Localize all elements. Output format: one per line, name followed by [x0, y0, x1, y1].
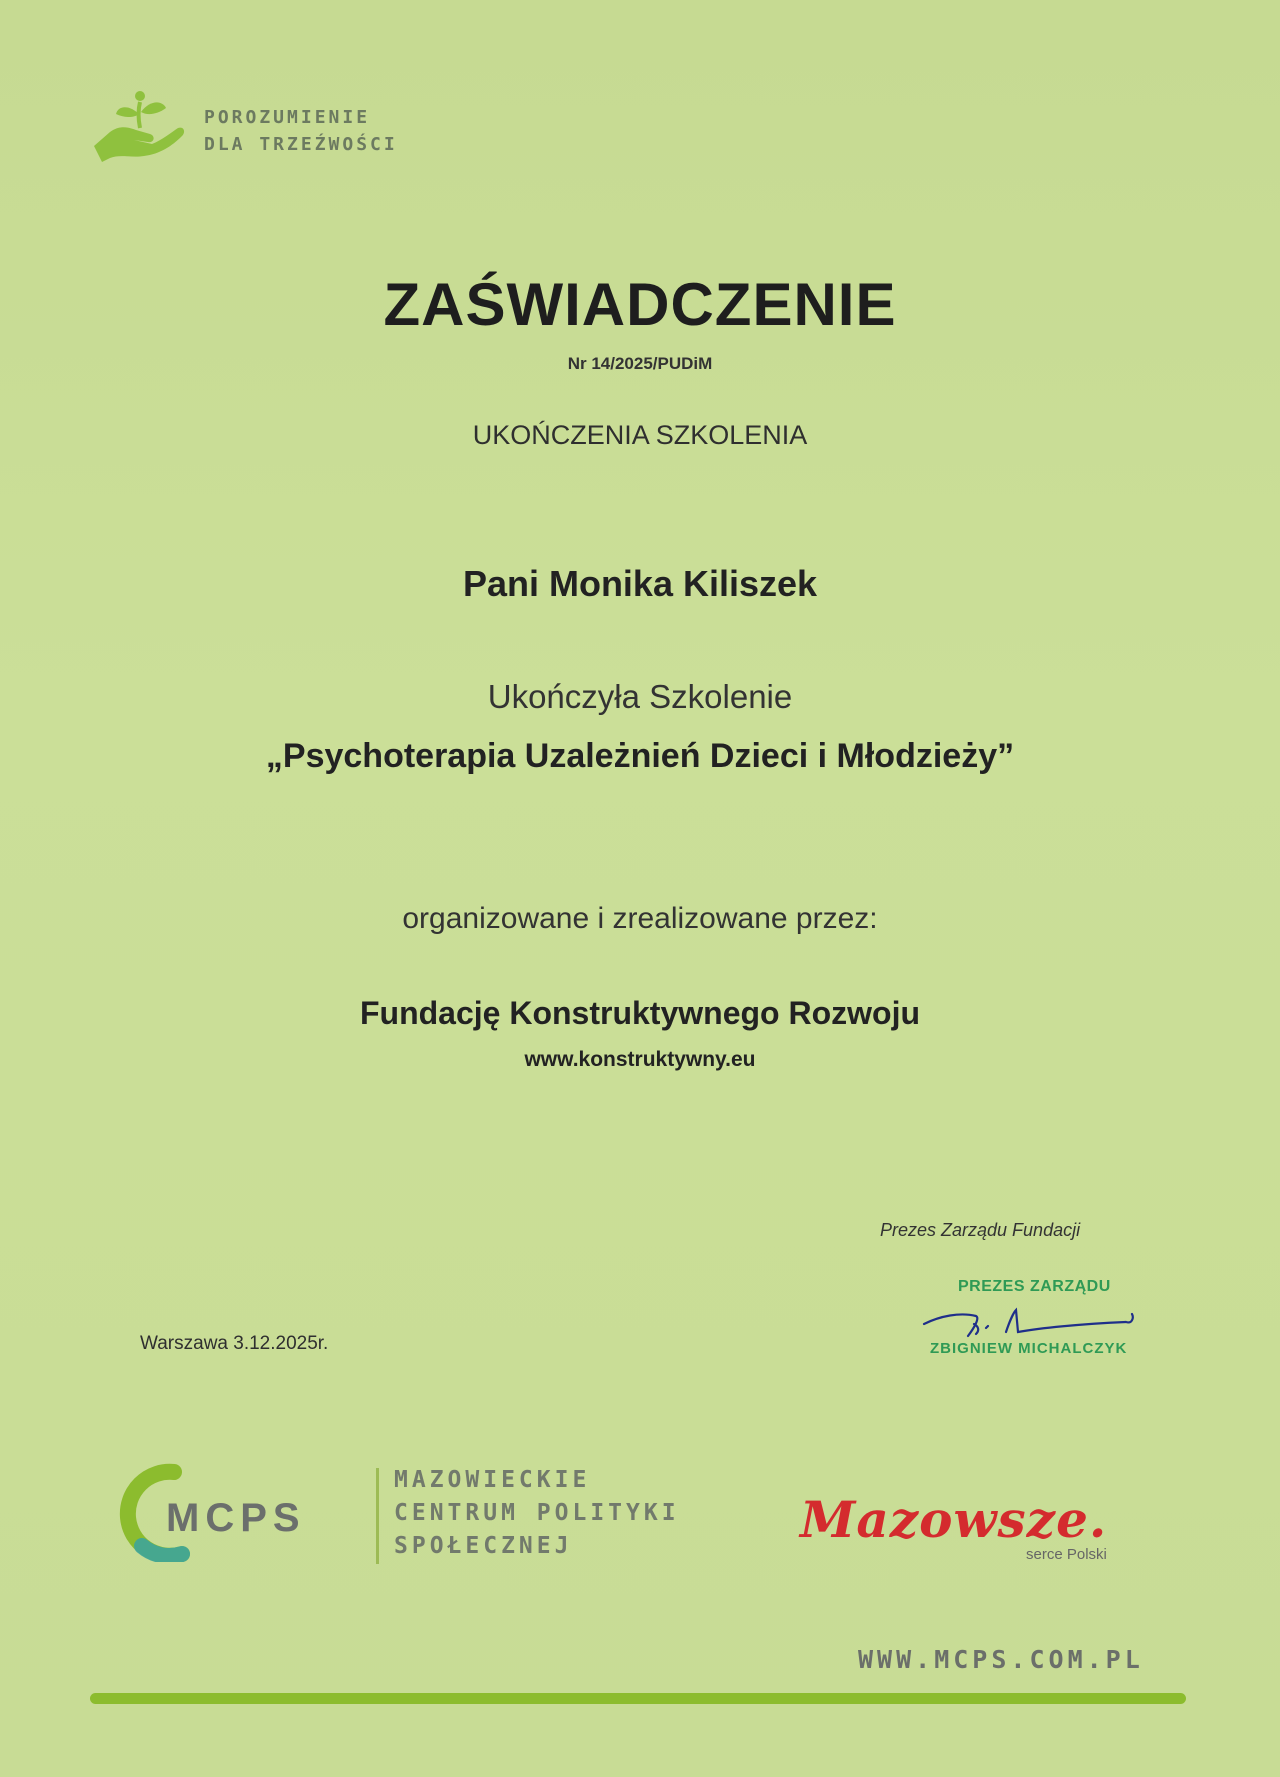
mcps-logo	[112, 1462, 352, 1562]
logo-line-2: DLA TRZEŹWOŚCI	[204, 134, 398, 155]
mazowsze-logo	[800, 1490, 1140, 1570]
stamp-name: ZBIGNIEW MICHALCZYK	[930, 1340, 1128, 1357]
porozumienie-logo	[92, 88, 452, 168]
mcps-full-name	[394, 1464, 680, 1563]
footer-bar	[90, 1693, 1186, 1704]
mcps-line-1: MAZOWIECKIE	[394, 1467, 591, 1493]
signature-caption: Prezes Zarządu Fundacji	[880, 1220, 1081, 1240]
organized-label: organizowane i zrealizowane przez:	[402, 902, 878, 935]
organizer-name: Fundację Konstruktywnego Rozwoju	[359, 995, 920, 1031]
place-and-date: Warszawa 3.12.2025r.	[140, 1333, 329, 1354]
footer-url: WWW.MCPS.COM.PL	[858, 1645, 1144, 1674]
certificate-number: Nr 14/2025/PUDiM	[567, 354, 713, 373]
recipient-name: Pani Monika Kiliszek	[462, 563, 818, 604]
mcps-short: MCPS	[166, 1496, 306, 1540]
completed-label: Ukończyła Szkolenie	[487, 678, 793, 715]
organizer-url: www.konstruktywny.eu	[524, 1048, 756, 1071]
certificate-title: ZAŚWIADCZENIE	[383, 271, 897, 338]
logo-line-1: POROZUMIENIE	[204, 107, 371, 128]
certificate-subtitle: UKOŃCZENIA SZKOLENIA	[472, 420, 808, 450]
course-title: „Psychoterapia Uzależnień Dzieci i Młodzieży”	[265, 737, 1015, 775]
president-stamp	[920, 1278, 1150, 1368]
mazowsze-wordmark: Mazowsze.	[800, 1490, 1108, 1549]
logo-divider	[376, 1468, 379, 1564]
mcps-line-2: CENTRUM POLITYKI	[394, 1500, 680, 1526]
hand-with-sprout-icon	[92, 88, 192, 168]
mcps-line-3: SPOŁECZNEJ	[394, 1533, 573, 1559]
stamp-title: PREZES ZARZĄDU	[958, 1278, 1111, 1295]
mazowsze-tagline: serce Polski	[1026, 1546, 1107, 1563]
